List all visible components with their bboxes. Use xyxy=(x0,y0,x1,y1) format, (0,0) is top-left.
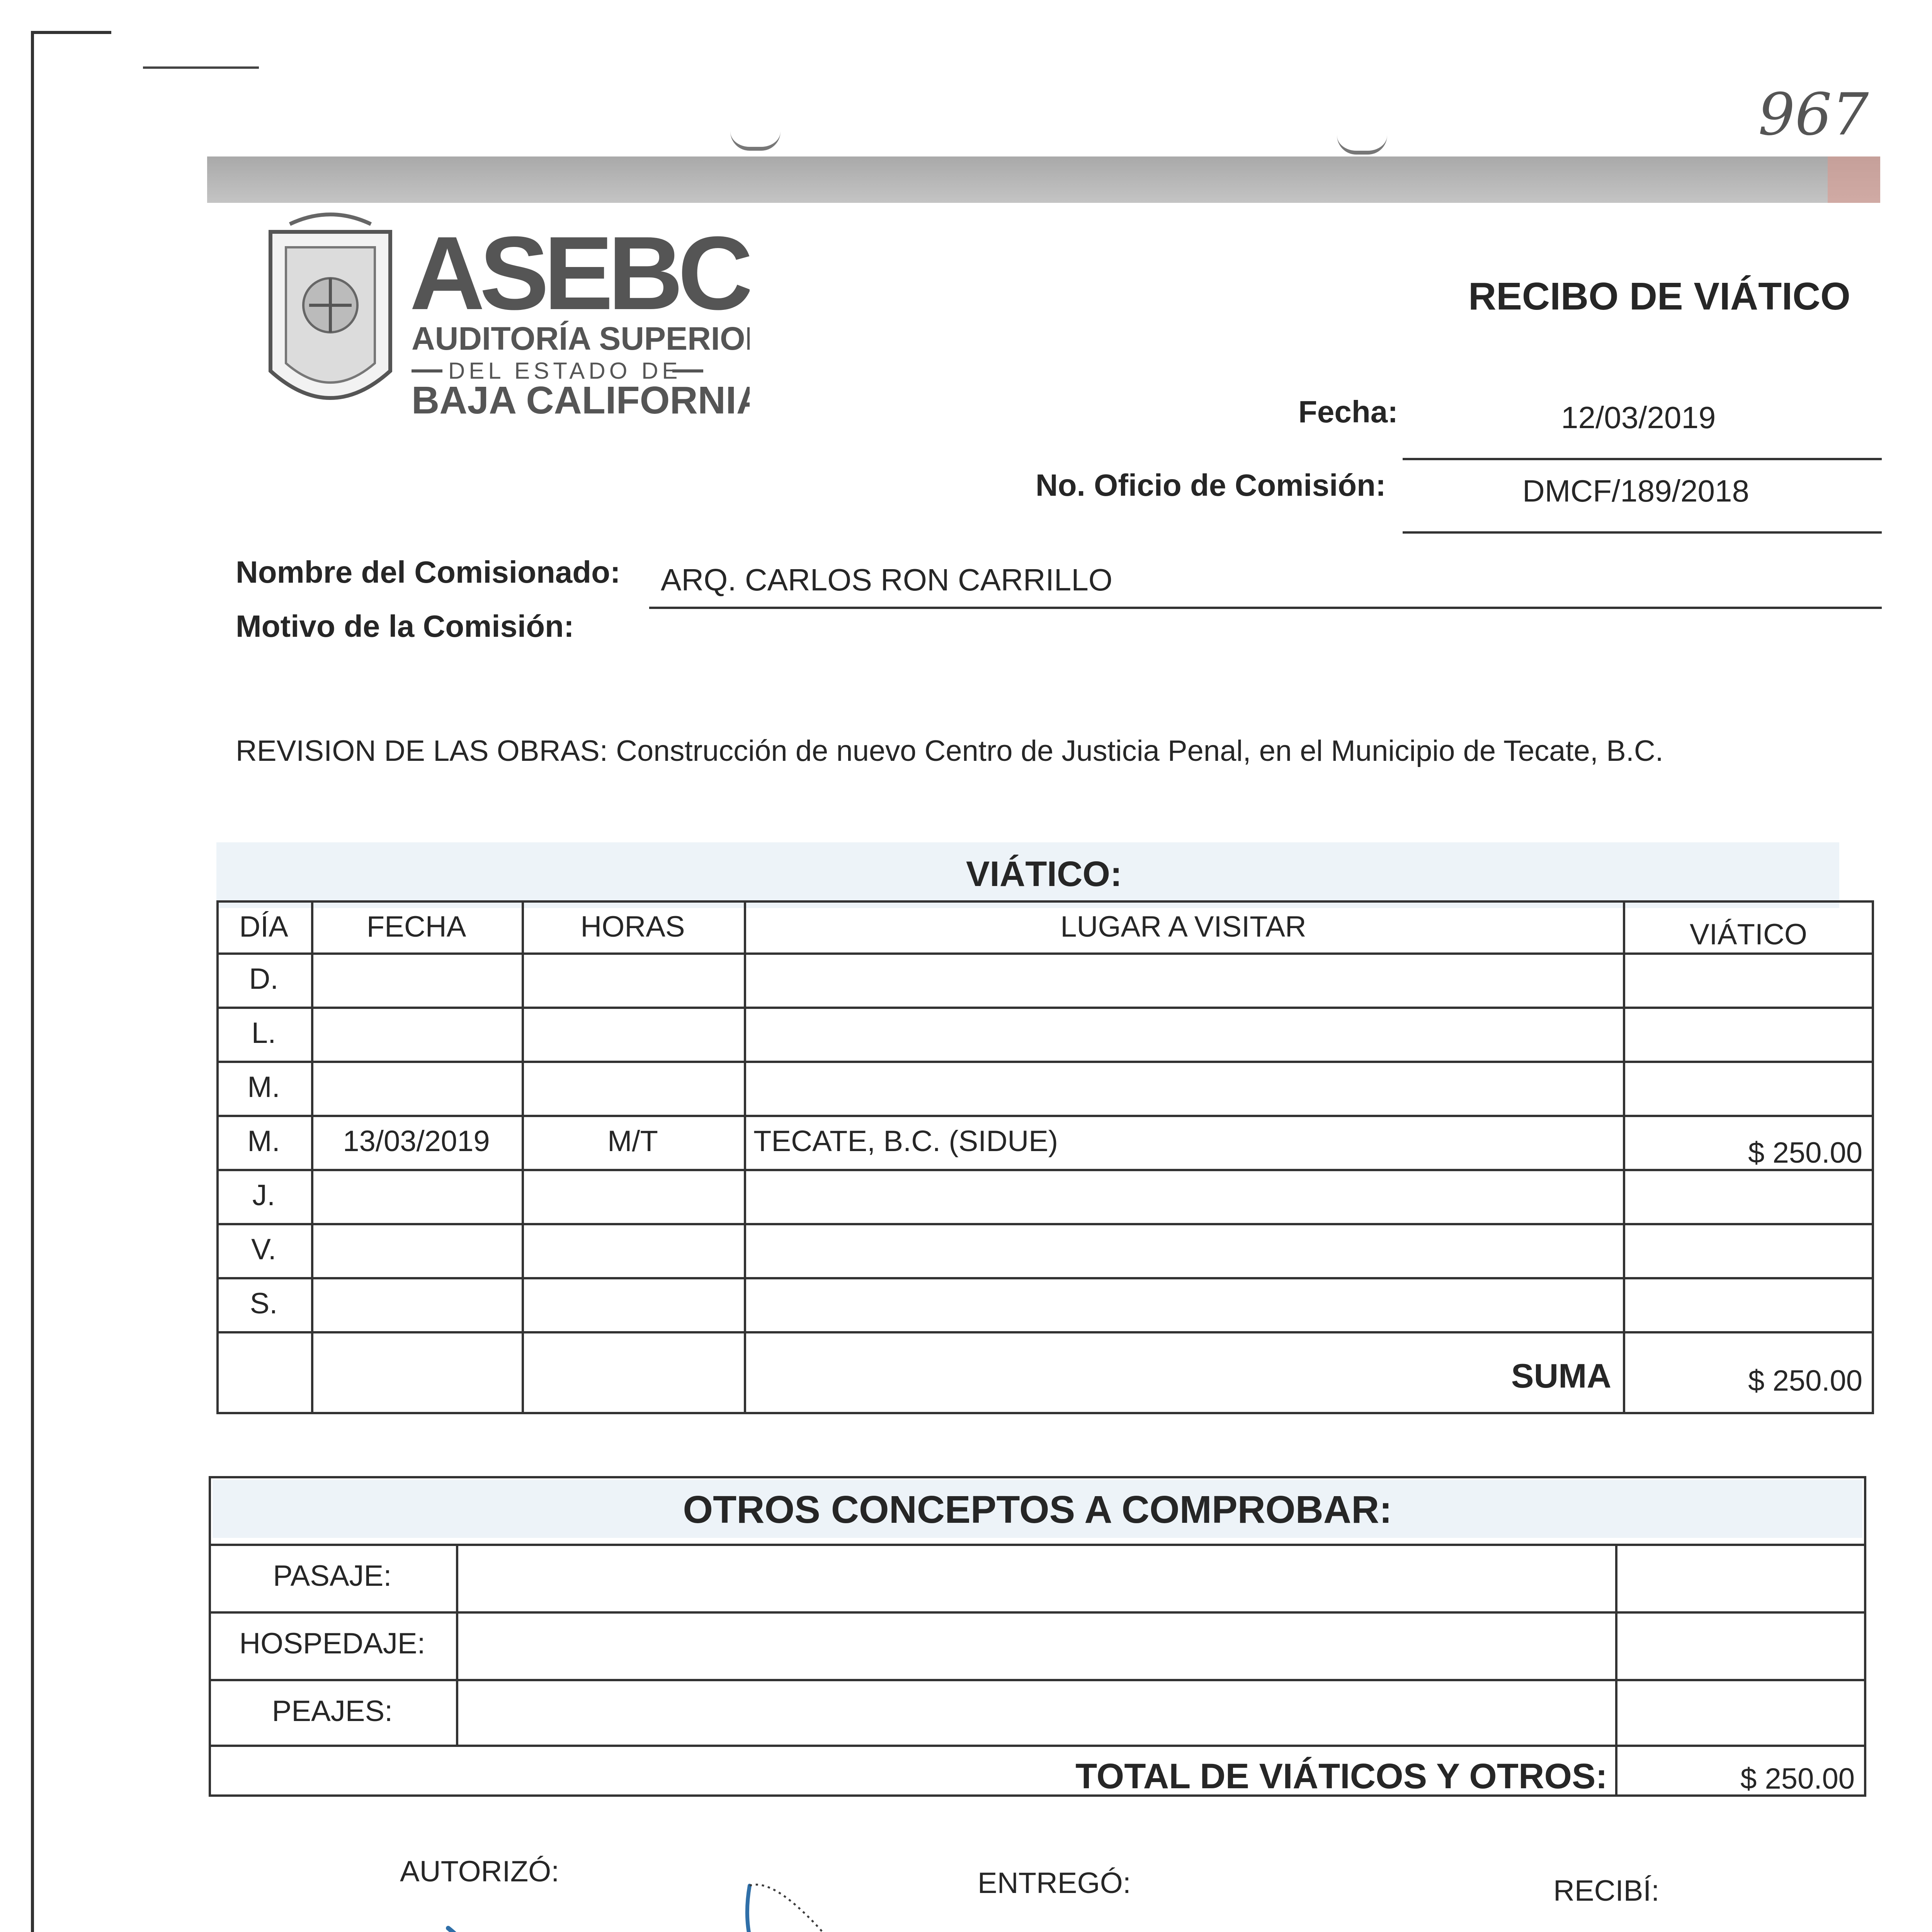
motivo-value: REVISION DE LAS OBRAS: Construcción de nuevo Centro de Justicia Penal, en el Municipio de Tecate, B.C. xyxy=(236,735,1663,767)
col-header-fecha: FECHA xyxy=(366,910,466,943)
org-name-line1: AUDITORÍA SUPERIOR xyxy=(412,320,750,357)
row-horas: M/T xyxy=(607,1125,658,1158)
fecha-value: 12/03/2019 xyxy=(1561,400,1716,435)
row-dia: S. xyxy=(250,1287,278,1320)
oficio-label: No. Oficio de Comisión: xyxy=(1036,468,1386,502)
scan-edge-mark-top xyxy=(143,66,259,69)
row-dia: M. xyxy=(247,1071,280,1104)
row-dia: V. xyxy=(251,1233,276,1266)
oficio-value: DMCF/189/2018 xyxy=(1522,474,1749,508)
punch-hole-mark xyxy=(730,131,781,151)
hospedaje-label: HOSPEDAJE: xyxy=(239,1627,425,1660)
col-divider xyxy=(456,1544,458,1745)
org-name-line3: BAJA CALIFORNIA xyxy=(412,379,750,422)
col-header-viatico: VIÁTICO xyxy=(1689,918,1808,951)
asebc-logo xyxy=(263,209,750,433)
nombre-underline xyxy=(649,607,1882,609)
fecha-underline xyxy=(1403,458,1882,460)
col-header-lugar: LUGAR A VISITAR xyxy=(1060,910,1306,943)
motivo-label: Motivo de la Comisión: xyxy=(236,609,574,643)
entrego-label: ENTREGÓ: xyxy=(978,1867,1131,1900)
row-lugar: TECATE, B.C. (SIDUE) xyxy=(753,1125,1058,1158)
viatico-heading: VIÁTICO: xyxy=(966,854,1122,894)
col-header-horas: HORAS xyxy=(580,910,685,943)
nombre-label: Nombre del Comisionado: xyxy=(236,555,621,589)
row-dia: M. xyxy=(247,1125,280,1158)
otros-table xyxy=(209,1476,1866,1797)
fecha-label: Fecha: xyxy=(1298,395,1398,429)
row-divider xyxy=(216,1223,1874,1225)
viatico-table xyxy=(216,900,1874,1414)
row-dia: D. xyxy=(249,963,279,995)
col-divider xyxy=(744,900,746,1414)
signature-entrego xyxy=(742,1874,1244,1932)
otros-heading: OTROS CONCEPTOS A COMPROBAR: xyxy=(683,1488,1392,1531)
autorizo-label: AUTORIZÓ: xyxy=(400,1855,560,1888)
peajes-label: PEAJES: xyxy=(272,1695,393,1728)
col-header-dia: DÍA xyxy=(239,910,288,943)
oficio-underline xyxy=(1403,531,1882,534)
row-fecha: 13/03/2019 xyxy=(343,1125,490,1158)
nombre-value: ARQ. CARLOS RON CARRILLO xyxy=(661,563,1113,597)
row-divider xyxy=(216,1277,1874,1279)
row-divider xyxy=(216,1007,1874,1009)
recibi-label: RECIBÍ: xyxy=(1553,1874,1660,1907)
handwritten-page-number: 967 xyxy=(1758,81,1869,148)
row-viatico: $ 250.00 xyxy=(1748,1136,1862,1169)
row-divider xyxy=(216,952,1874,955)
document-title: RECIBO DE VIÁTICO xyxy=(1468,275,1850,318)
row-divider xyxy=(216,1061,1874,1063)
state-seal-icon xyxy=(270,214,390,398)
total-label: TOTAL DE VIÁTICOS Y OTROS: xyxy=(1075,1757,1607,1796)
org-acronym: ASEBC xyxy=(410,215,748,332)
signature-autorizo xyxy=(270,1913,696,1932)
row-divider xyxy=(209,1745,1866,1747)
suma-value: $ 250.00 xyxy=(1748,1364,1862,1397)
col-divider xyxy=(1615,1544,1617,1797)
row-divider xyxy=(216,1331,1874,1333)
total-value: $ 250.00 xyxy=(1740,1762,1855,1795)
scan-edge-mark xyxy=(31,31,111,1932)
org-name-line2: DEL ESTADO DE xyxy=(448,358,682,384)
suma-label: SUMA xyxy=(1511,1357,1611,1395)
pasaje-label: PASAJE: xyxy=(273,1560,392,1592)
scan-header-bar-end xyxy=(1828,156,1880,203)
scan-header-bar xyxy=(207,156,1880,203)
row-dia: J. xyxy=(252,1179,276,1212)
row-dia: L. xyxy=(251,1017,276,1049)
row-divider xyxy=(216,1115,1874,1117)
punch-hole-mark xyxy=(1337,135,1387,155)
